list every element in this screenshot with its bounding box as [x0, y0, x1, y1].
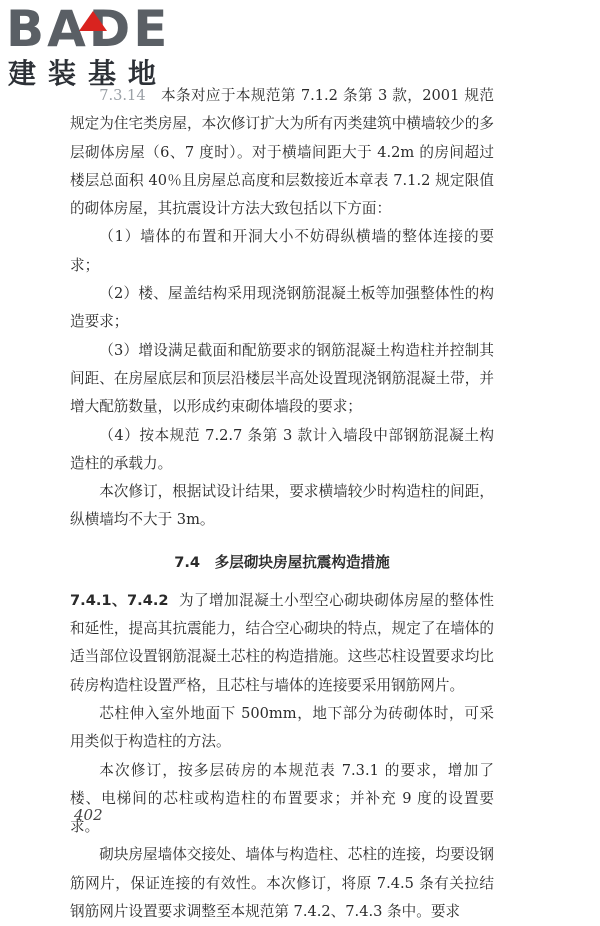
logo-tagline: 建装基地	[8, 57, 169, 90]
clause-number-7-3-14: 7.3.14	[99, 87, 146, 104]
clause-7-4-1	[70, 587, 494, 700]
list-item: （2）楼、屋盖结构采用现浇钢筋混凝土板等加强整体性的构造要求；	[70, 285, 494, 331]
clause-7-4-1-text: 为了增加混凝土小型空心砌块砌体房屋的整体性和延性，提高其抗震能力，结合空心砌块的特点，规定了在墙体的适当部位设置钢筋混凝土芯柱的构造措施。这些芯柱设置要求均比砖房构造柱设置严格，且芯柱与墙体的连接要采用钢筋网片。	[70, 591, 494, 694]
clause-7-3-14-closing: 本次修订，根据试设计结果，要求横墙较少时构造柱的间距，纵横墙均不大于 3m。	[70, 483, 494, 529]
page-body	[70, 82, 494, 926]
clause-7-3-14	[70, 82, 494, 223]
logo-brand: BADE	[6, 0, 171, 58]
paragraph: 砌块房屋墙体交接处、墙体与构造柱、芯柱的连接，均要设钢筋网片，保证连接的有效性。本次修订，将原 7.4.5 条有关拉结钢筋网片设置要求调整至本规范第 7.4.2、7.4.3 条中。要求	[70, 846, 494, 921]
section-heading-7-4: 7.4 多层砌块房屋抗震构造措施	[174, 553, 390, 571]
bade-logo	[6, 2, 176, 94]
clause-7-3-14-lead: 本条对应于本规范第 7.1.2 条第 3 款，2001 规范规定为住宅类房屋，本次修订扩大为所有丙类建筑中横墙较少的多层砌体房屋（6、7 度时）。对于横墙间距大于 4.2m 的房间超过楼层总面积 40％且房屋总高度和层数接近本章表 7.1.2 规定限值的砌体房屋，其抗震设计方法大致包括以下方面：	[70, 87, 494, 218]
paragraph: 芯柱伸入室外地面下 500mm，地下部分为砖砌体时，可采用类似于构造柱的方法。	[70, 704, 494, 751]
clause-number-7-4-1: 7.4.1、7.4.2	[70, 591, 169, 609]
list-item: （3）增设满足截面和配筋要求的钢筋混凝土构造柱并控制其间距、在房屋底层和顶层沿楼层半高处设置现浇钢筋混凝土带，并增大配筋数量，以形成约束砌体墙段的要求；	[70, 341, 494, 416]
page-number: 402	[74, 806, 103, 824]
list-item: （1）墙体的布置和开洞大小不妨碍纵横墙的整体连接的要求；	[70, 228, 494, 274]
paragraph: 本次修订，按多层砖房的本规范表 7.3.1 的要求，增加了楼、电梯间的芯柱或构造柱的布置要求；并补充 9 度的设置要求。	[70, 761, 494, 836]
logo-accent-triangle	[79, 11, 107, 31]
list-item: （4）按本规范 7.2.7 条第 3 款计入墙段中部钢筋混凝土构造柱的承载力。	[70, 426, 494, 472]
